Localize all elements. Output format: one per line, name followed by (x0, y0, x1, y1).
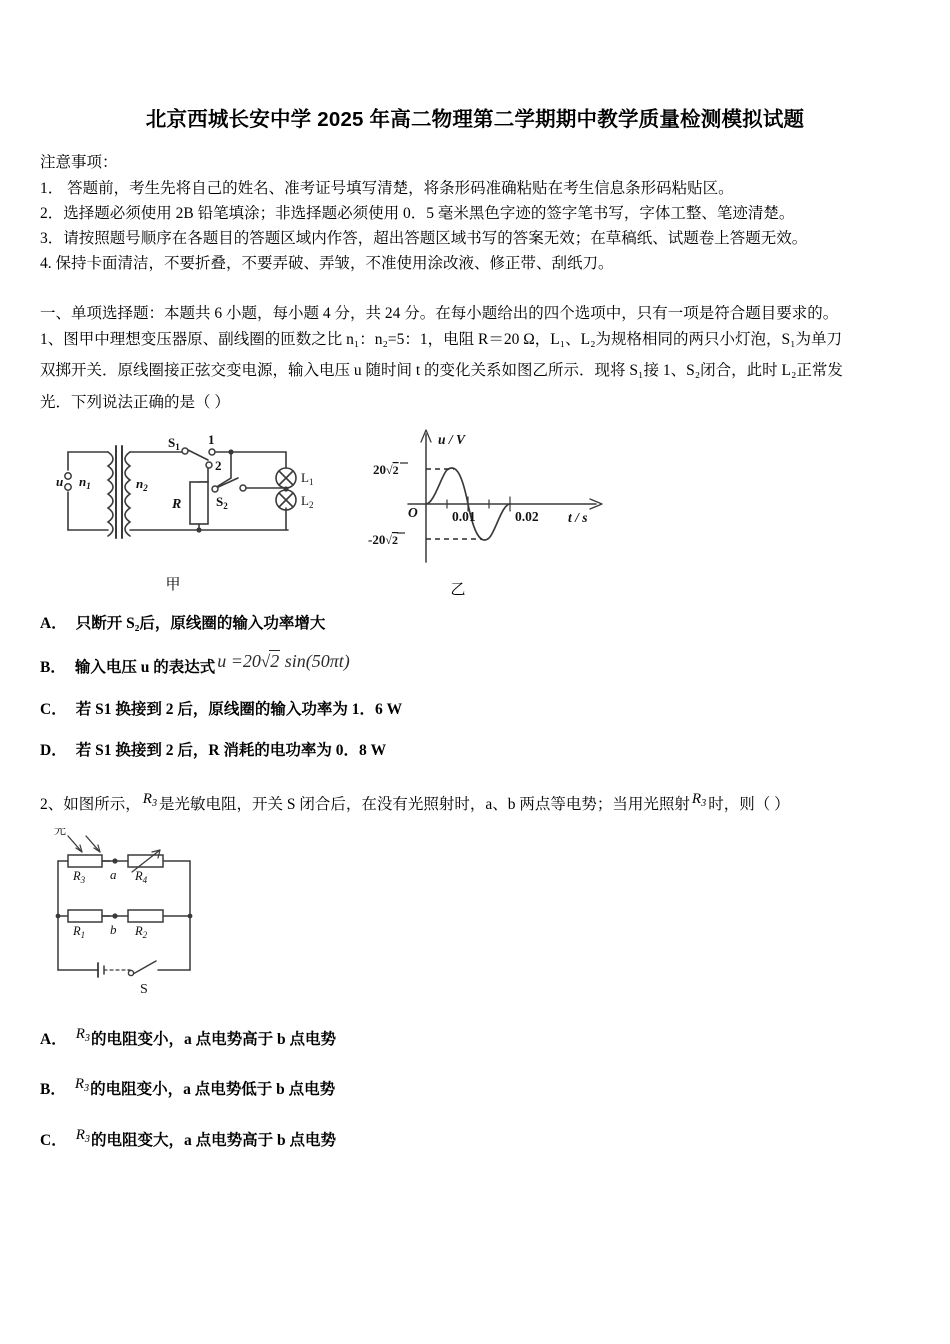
q2-option-a-label: A． (40, 1031, 67, 1049)
label-S2: $S_2$ (216, 493, 228, 511)
label-u: u (56, 473, 64, 489)
q2-option-c-r3: $R_3$ (75, 1126, 90, 1145)
notice-item-4: 4. 保持卡面清洁，不要折叠，不要弄破、弄皱，不准使用涂改液、修正带、刮纸刀。 (40, 254, 614, 272)
graph-y-axis-label: u / V (438, 431, 466, 447)
notice-item-1: 1． 答题前，考生先将自己的姓名、准考证号填写清楚，将条形码准确粘贴在考生信息条形码粘贴区。 (40, 179, 734, 197)
question2-stem-part2: 是光敏电阻，开关 S 闭合后，在没有光照射时，a、b 两点等电势；当用光照射 (159, 795, 690, 813)
node-a-dot (112, 858, 117, 863)
question2-option-a (0, 1028, 950, 1052)
question1-option-d (0, 739, 950, 762)
option-a-text: 只断开 S₂后，原线圈的输入功率增大 (75, 614, 326, 632)
q2-option-a-text: 的电阻变小，a 点电势高于 b 点电势 (90, 1031, 336, 1049)
notice-section (0, 151, 950, 276)
graph-y-top-label: 20√2 (373, 461, 399, 477)
question1-figures (0, 422, 950, 598)
option-d-text: 若 S1 换接到 2 后，R 消耗的电功率为 0．8 W (75, 742, 387, 760)
option-b-formula: u =20√2 sin(50πt) (217, 651, 350, 672)
q2-option-c-label: C． (40, 1131, 67, 1149)
label-R2: $R_2$ (135, 924, 148, 941)
label-node-a: a (110, 867, 117, 883)
figure-bridge-circuit (40, 828, 250, 1005)
bridge-circuit-svg (40, 828, 250, 1000)
q2-option-b-text: 的电阻变小，a 点电势低于 b 点电势 (90, 1081, 336, 1099)
figure-yi-graph (368, 422, 628, 599)
question2-stem (0, 790, 950, 818)
label-n1: $n_1$ (79, 473, 91, 491)
label-R1: $R_1$ (73, 924, 86, 941)
option-c-text: 若 S1 换接到 2 后，原线圈的输入功率为 1．6 W (75, 701, 403, 719)
graph-x-tick-2: 0.02 (515, 508, 539, 524)
graph-x-axis-label: t / s (568, 509, 588, 525)
q2-option-b-label: B． (40, 1081, 66, 1099)
label-switch-S: S (140, 982, 148, 998)
q2-option-a-r3: $R_3$ (75, 1026, 90, 1045)
transformer-circuit-svg (48, 430, 338, 570)
page-title: 北京西城长安中学 2025 年高二物理第二学期期中教学质量检测模拟试题 (145, 108, 805, 131)
figure-yi-caption: 乙 (450, 581, 466, 598)
label-n2: $n_2$ (136, 475, 148, 493)
label-R4: $R_4$ (135, 869, 148, 886)
label-L1: $L_1$ (301, 469, 314, 487)
question2-stem-part3: 时，则（ ） (708, 795, 790, 813)
q2-option-c-text: 的电阻变大，a 点电势高于 b 点电势 (90, 1131, 336, 1149)
label-L2: $L_2$ (301, 492, 314, 510)
label-contact-2: 2 (215, 457, 222, 473)
notice-heading: 注意事项： (40, 153, 118, 171)
question1-option-c (0, 698, 950, 721)
question1-stem-line3: 光．下列说法正确的是（ ） (40, 394, 230, 412)
option-b-text: 输入电压 u 的表达式 (74, 659, 216, 677)
notice-item-3: 3．请按照题号顺序在各题目的答题区域内作答，超出答题区域书写的答案无效；在草稿纸、试题卷上答题无效。 (40, 229, 808, 247)
label-light: 光 (54, 828, 67, 838)
graph-x-tick-1: 0.01 (452, 508, 476, 524)
question2-option-b (0, 1078, 950, 1102)
question2-option-c (0, 1126, 950, 1153)
label-contact-1: 1 (208, 431, 215, 447)
option-d-label: D． (40, 742, 67, 760)
question2-figure (0, 826, 950, 1002)
label-R: R (172, 496, 182, 512)
label-R3: $R_3$ (73, 869, 86, 886)
node-b-dot (112, 913, 117, 918)
graph-y-bottom-label: -20√2 (368, 531, 398, 547)
figure-jia-circuit (48, 430, 338, 594)
question1-option-b (0, 653, 950, 680)
notice-item-2: 2．选择题必须使用 2B 铅笔填涂；非选择题必须使用 0．5 毫米黑色字迹的签字笔书写，字体工整、笔迹清楚。 (40, 204, 795, 222)
option-c-label: C． (40, 701, 67, 719)
option-a-label: A． (40, 614, 67, 632)
question2-r3-first: $R_3$ (142, 790, 158, 809)
graph-origin-label: O (408, 504, 418, 520)
question2-stem-part1: 2、如图所示， (40, 795, 141, 813)
q2-option-b-r3: $R_3$ (74, 1076, 90, 1095)
voltage-time-graph-svg (368, 422, 628, 577)
label-node-b: b (110, 922, 117, 938)
option-b-label: B． (40, 659, 66, 677)
figure-jia-caption: 甲 (165, 576, 181, 593)
question2-r3-second: $R_3$ (691, 790, 707, 809)
section-one (0, 302, 950, 416)
label-S1: $S_1$ (168, 434, 180, 452)
question1-option-a (0, 612, 950, 635)
question1-stem-line1: 1、图甲中理想变压器原、副线圈的匝数之比 n₁：n₂=5：1，电阻 R＝20 Ω，L₁、L₂为规格相同的两只小灯泡，S₁为单刀 (40, 330, 843, 348)
section-heading: 一、单项选择题：本题共 6 小题，每小题 4 分，共 24 分。在每小题给出的四个选项中，只有一项是符合题目要求的。 (40, 305, 839, 323)
question1-stem-line2: 双掷开关．原线圈接正弦交变电源，输入电压 u 随时间 t 的变化关系如图乙所示．现将 S₁接 1、S₂闭合，此时 L₂正常发 (40, 362, 843, 380)
